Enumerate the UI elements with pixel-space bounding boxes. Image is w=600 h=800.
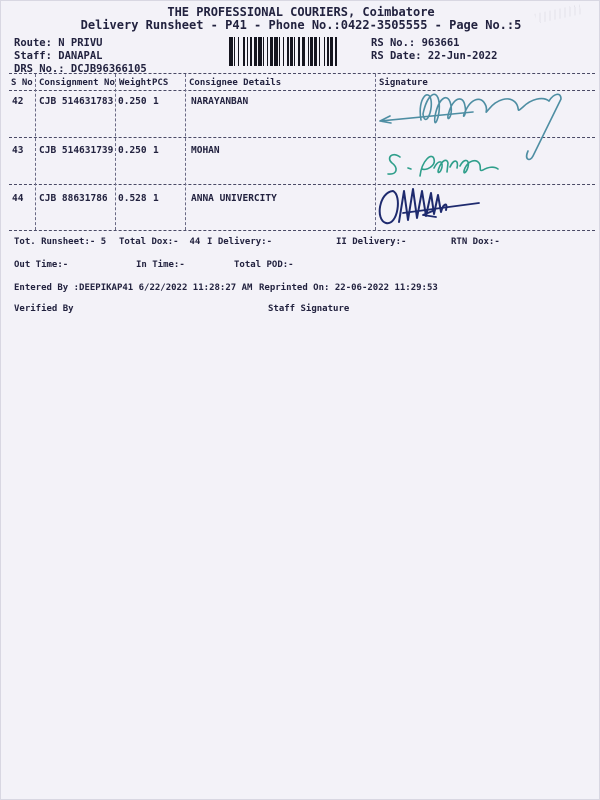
cell-sno: 42: [12, 96, 24, 107]
cell-weight: 0.250: [118, 96, 147, 107]
route-field: Route: N PRIVU: [14, 37, 103, 49]
column-rule-weight: [185, 74, 186, 230]
column-rule-sno: [35, 74, 36, 230]
staff-field: Staff: DANAPAL: [14, 50, 103, 62]
row-separator-2: [9, 184, 595, 185]
i-delivery-field: I Delivery:-: [207, 237, 273, 247]
cell-consignee: ANNA UNIVERCITY: [191, 193, 277, 204]
cell-sno: 44: [12, 193, 24, 204]
cell-weight: 0.528: [118, 193, 147, 204]
cell-consignee: NARAYANBAN: [191, 96, 249, 107]
rs-date-field: RS Date: 22-Jun-2022: [371, 50, 498, 62]
page-subtitle: Delivery Runsheet - P41 - Phone No.:0422-3505555 - Page No.:5: [80, 18, 522, 32]
table-top-rule: [9, 73, 595, 74]
out-time-field: Out Time:-: [14, 260, 69, 270]
signature-row-43-icon: [384, 148, 514, 181]
table-bottom-rule: [9, 230, 595, 231]
entered-by-field: Entered By :DEEPIKAP41 6/22/2022 11:28:27 AM: [14, 283, 253, 293]
rtn-dox-field: RTN Dox:-: [451, 237, 500, 247]
page-title: THE PROFESSIONAL COURIERS, Coimbatore: [167, 5, 435, 19]
runsheet-barcode: [229, 37, 341, 66]
cell-sno: 43: [12, 145, 24, 156]
staff-signature-label: Staff Signature: [268, 304, 350, 314]
column-header-sno: S No: [11, 78, 33, 88]
total-dox-field: Total Dox:- 44: [119, 237, 201, 247]
rs-no-field: RS No.: 963661: [371, 37, 460, 49]
signature-row-44-icon: [373, 182, 498, 230]
cell-pcs: 1: [153, 96, 159, 107]
column-header-consignee: Consignee Details: [189, 78, 282, 88]
column-rule-consignment: [115, 74, 116, 230]
reprinted-on-field: Reprinted On: 22-06-2022 11:29:53: [259, 283, 438, 293]
cell-pcs: 1: [153, 193, 159, 204]
tot-runsheet-field: Tot. Runsheet:- 5: [14, 237, 107, 247]
column-header-weight: Weight: [119, 78, 152, 88]
total-pod-field: Total POD:-: [234, 260, 294, 270]
cell-consignee: MOHAN: [191, 145, 220, 156]
ii-delivery-field: II Delivery:-: [336, 237, 407, 247]
cell-consignment: CJB 88631786: [39, 193, 108, 204]
cell-consignment: CJB 514631739: [39, 145, 114, 156]
column-header-pcs: PCS: [152, 78, 169, 88]
verified-by-label: Verified By: [14, 304, 74, 314]
cell-pcs: 1: [153, 145, 159, 156]
column-header-signature: Signature: [379, 78, 428, 88]
cell-consignment: CJB 514631783: [39, 96, 114, 107]
cell-weight: 0.250: [118, 145, 147, 156]
in-time-field: In Time:-: [136, 260, 185, 270]
column-header-consignment: Consignment No: [39, 78, 115, 88]
drs-no-field: DRS No.: DCJB96366105: [14, 63, 147, 75]
